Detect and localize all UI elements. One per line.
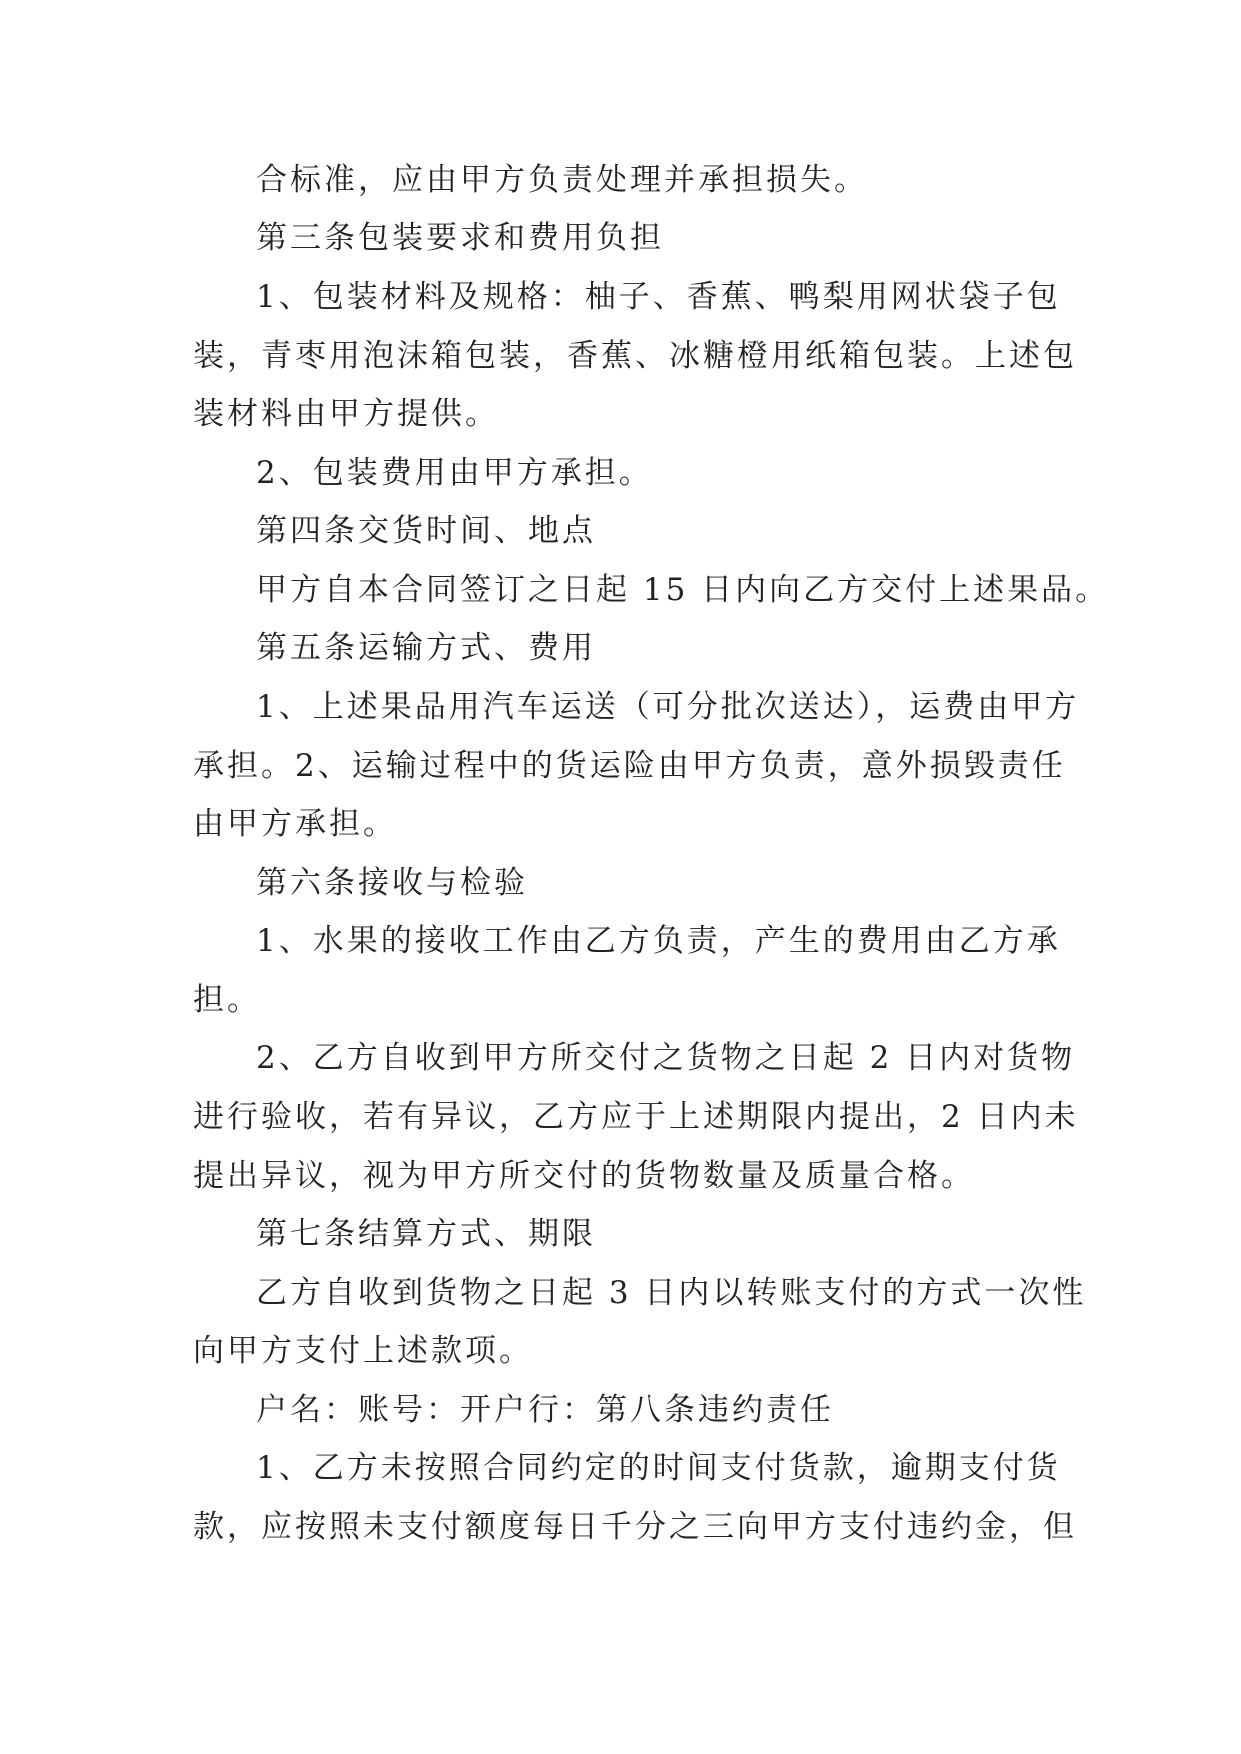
text-line: 装材料由甲方提供。: [193, 396, 499, 432]
text-line: 甲方自本合同签订之日起 15 日内向乙方交付上述果品。: [256, 572, 1110, 608]
section-heading: 第六条接收与检验: [256, 865, 528, 901]
text-line: 提出异议，视为甲方所交付的货物数量及质量合格。: [193, 1158, 975, 1194]
text-line: 向甲方支付上述款项。: [193, 1333, 533, 1369]
text-line: 1、包装材料及规格：柚子、香蕉、鸭梨用网状袋子包: [256, 279, 1061, 315]
text-line: 由甲方承担。: [193, 806, 397, 842]
text-line: 1、上述果品用汽车运送（可分批次送达），运费由甲方: [256, 689, 1080, 725]
text-line: 款，应按照未支付额度每日千分之三向甲方支付违约金，但: [193, 1509, 1077, 1545]
section-heading: 第三条包装要求和费用负担: [256, 220, 664, 256]
text-line: 装，青枣用泡沫箱包装，香蕉、冰糖橙用纸箱包装。上述包: [193, 338, 1077, 374]
text-line: 担。: [193, 982, 261, 1018]
text-line: 乙方自收到货物之日起 3 日内以转账支付的方式一次性: [256, 1275, 1087, 1311]
text-line: 户名：账号：开户行：第八条违约责任: [256, 1392, 834, 1428]
text-line: 1、乙方未按照合同约定的时间支付货款，逾期支付货: [256, 1450, 1061, 1486]
section-heading: 第四条交货时间、地点: [256, 513, 596, 549]
text-line: 2、包装费用由甲方承担。: [256, 455, 653, 491]
section-heading: 第五条运输方式、费用: [256, 630, 596, 666]
text-line: 合标准，应由甲方负责处理并承担损失。: [256, 162, 868, 198]
text-line: 承担。2、运输过程中的货运险由甲方负责，意外损毁责任: [193, 748, 1066, 784]
section-heading: 第七条结算方式、期限: [256, 1216, 596, 1252]
text-line: 2、乙方自收到甲方所交付之货物之日起 2 日内对货物: [256, 1040, 1076, 1076]
text-line: 1、水果的接收工作由乙方负责，产生的费用由乙方承: [256, 923, 1061, 959]
text-line: 进行验收，若有异议，乙方应于上述期限内提出，2 日内未: [193, 1099, 1079, 1135]
